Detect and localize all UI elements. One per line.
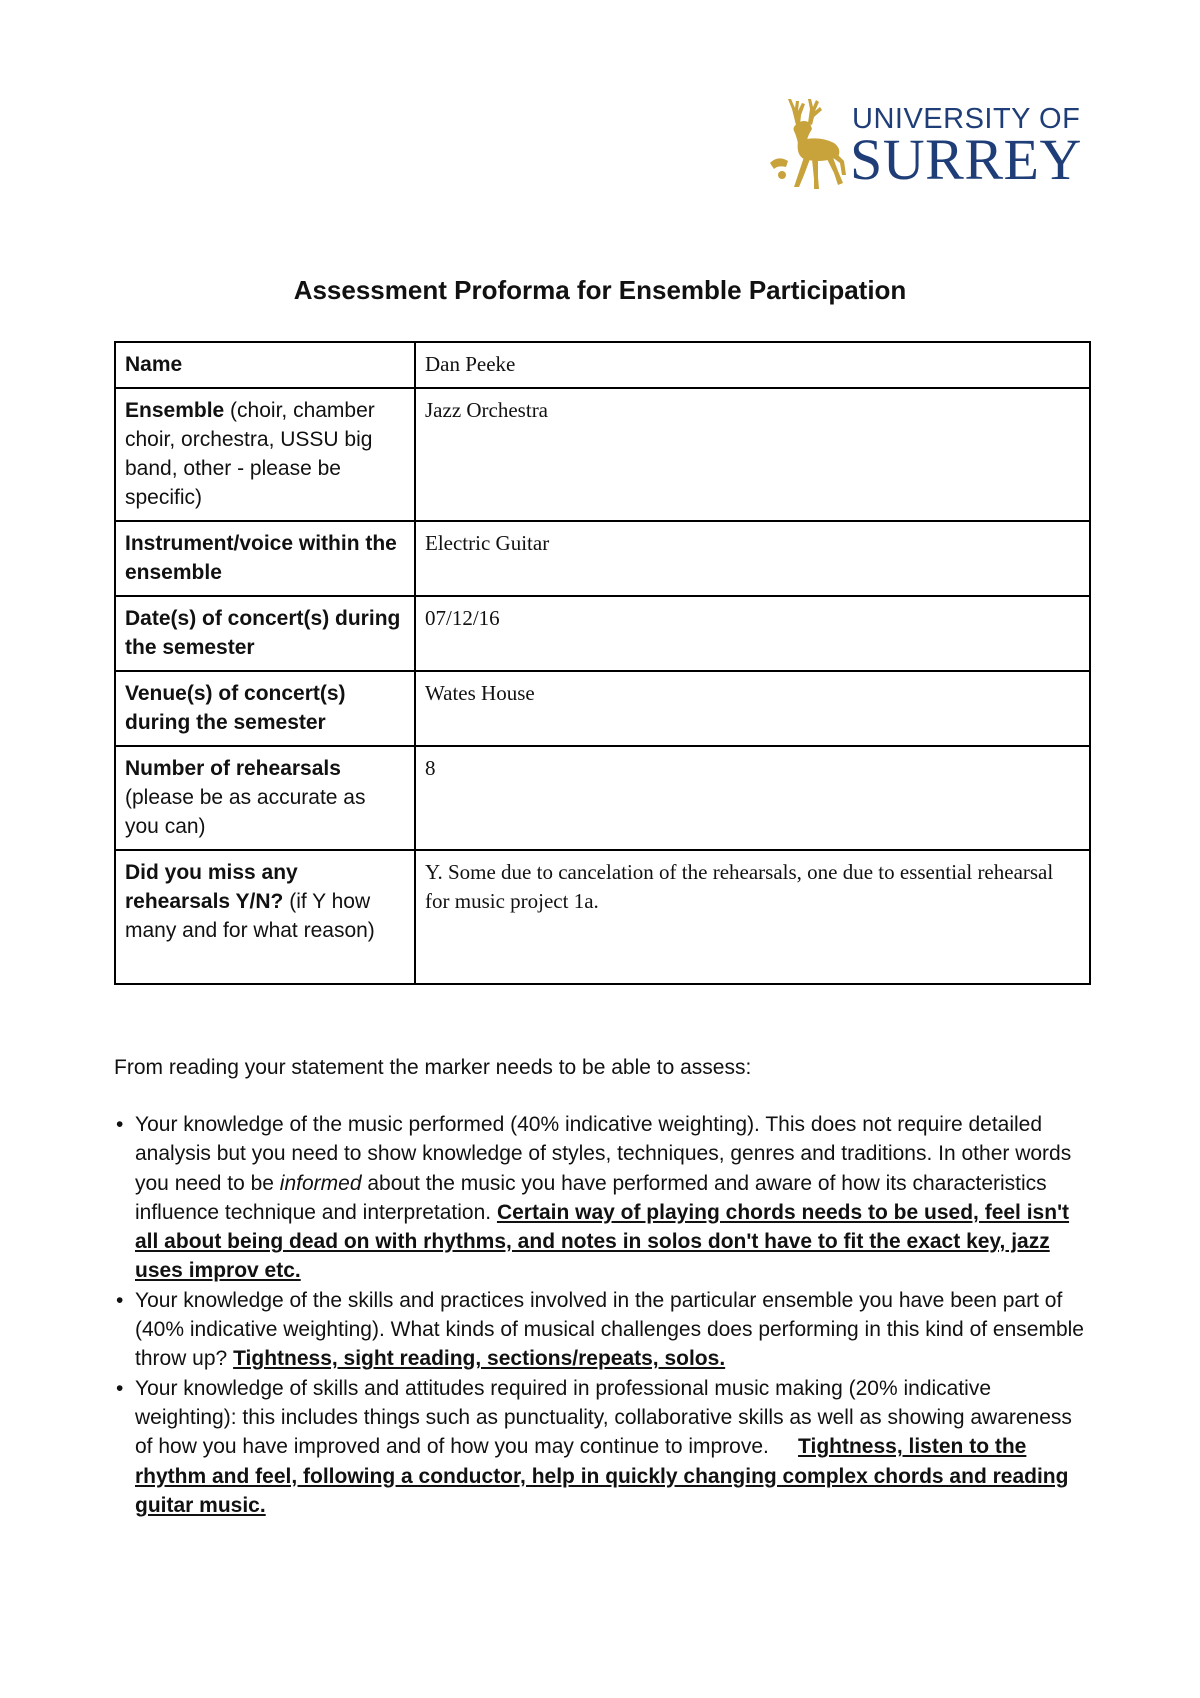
label-bold: Ensemble <box>125 399 225 422</box>
form-row-instrument <box>115 521 1090 596</box>
criterion-text: Your knowledge of the music performed (40% indicative weighting). This does not require detailed analysis but you need to show knowledge of styles, techniques, genres and traditions. In other words you need to be <box>135 1113 1072 1195</box>
intro-text: From reading your statement the marker needs to be able to assess: <box>114 1056 752 1079</box>
label-rest: (if Y how many and for what reason) <box>125 890 375 942</box>
bullet-icon: • <box>116 1288 124 1312</box>
list-item <box>114 1286 1094 1374</box>
list-item <box>114 1374 1094 1520</box>
form-value-rehearsals: 8 <box>415 746 1090 850</box>
page-title: Assessment Proforma for Ensemble Participation <box>293 275 907 305</box>
participation-form-table <box>114 341 1091 985</box>
form-label <box>115 521 415 596</box>
student-answer: Certain way of playing chords needs to be used, feel isn't all about being dead on with rhythms, and notes in solos don't have to fit the exact key, jazz uses improv etc. <box>135 1200 1070 1283</box>
form-row-rehearsals <box>115 746 1090 850</box>
form-value-instrument: Electric Guitar <box>415 521 1090 596</box>
logo-surrey: SURREY <box>850 127 1082 192</box>
bullet-icon: • <box>116 1113 124 1136</box>
logo-university-of: UNIVERSITY OF <box>852 103 1081 135</box>
university-logo <box>768 95 1082 195</box>
form-value-venue: Wates House <box>415 671 1090 746</box>
form-row-ensemble <box>115 388 1090 521</box>
form-label <box>115 388 415 521</box>
label-rest: (choir, chamber choir, orchestra, USSU big band, other - please be specific) <box>125 399 375 509</box>
form-row-dates <box>115 596 1090 671</box>
student-answer: Tightness, listen to the rhythm and feel, following a conductor, help in quickly changing complex chords and reading guitar music. <box>135 1435 1069 1517</box>
label-rest: (please be as accurate as you can) <box>125 786 366 838</box>
list-item <box>114 1110 1094 1286</box>
label-bold: Date(s) of concert(s) during the semester <box>125 607 401 659</box>
form-value-ensemble: Jazz Orchestra <box>415 388 1090 521</box>
form-value-missed: Y. Some due to cancelation of the rehearsals, one due to essential rehearsal for music project 1a. <box>415 850 1090 984</box>
criterion-emphasis: informed <box>279 1171 362 1195</box>
criterion-text: Your knowledge of the skills and practices involved in the particular ensemble you have been part of (40% indicative weighting). What kinds of musical challenges does performing in this kind of ensemble throw up? <box>135 1288 1084 1371</box>
form-row-missed <box>115 850 1090 984</box>
form-label <box>115 342 415 388</box>
label-bold: Venue(s) of concert(s) during the semester <box>125 682 346 734</box>
label-bold: Number of rehearsals <box>125 757 341 780</box>
form-value-dates: 07/12/16 <box>415 596 1090 671</box>
form-label <box>115 746 415 850</box>
bullet-icon: • <box>116 1376 124 1400</box>
student-answer: Tightness, sight reading, sections/repeats, solos. <box>233 1347 726 1371</box>
form-label <box>115 850 415 984</box>
form-row-name <box>115 342 1090 388</box>
stag-emblem-icon <box>768 95 848 191</box>
form-label <box>115 596 415 671</box>
criterion-text-cont: about the music you have performed and aware of how its characteristics influence technique and interpretation. <box>135 1171 1047 1224</box>
form-label <box>115 671 415 746</box>
label-bold: Name <box>125 353 183 376</box>
criteria-list <box>114 1110 1094 1520</box>
form-value-name: Dan Peeke <box>415 342 1090 388</box>
label-bold: Did you miss any rehearsals Y/N? <box>125 861 298 913</box>
form-row-venue <box>115 671 1090 746</box>
criterion-text: Your knowledge of skills and attitudes required in professional music making (20% indicative weighting): this includes things such as punctuality, collaborative skills as well as showing awareness of how you have improved and of how you may continue to improve. <box>135 1376 1072 1459</box>
label-bold: Instrument/voice within the ensemble <box>125 532 397 584</box>
